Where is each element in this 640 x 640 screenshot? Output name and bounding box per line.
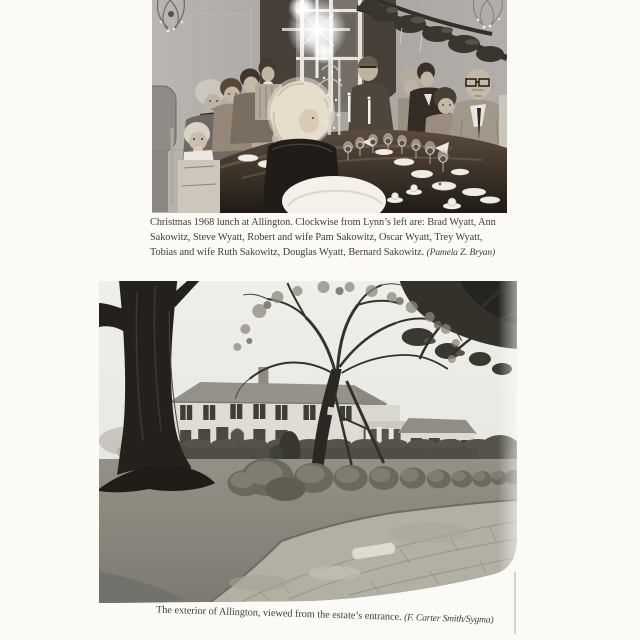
caption-line: Sakowitz, Steve Wyatt, Robert and wife Pam Sakowitz, Oscar Wyatt, Trey Wyatt, — [150, 232, 483, 244]
photo-allington-exterior — [99, 281, 517, 603]
caption-text: Tobias and wife Ruth Sakowitz, Douglas Wyatt, Bernard Sakowitz. — [150, 247, 427, 259]
photo-credit: (F. Carter Smith/Sygma) — [403, 611, 494, 626]
page-curl-highlight — [498, 281, 517, 603]
caption-line — [150, 245, 520, 260]
caption-christmas-lunch — [150, 215, 520, 261]
page-fold-line — [514, 572, 516, 634]
caption-line: Christmas 1968 lunch at Allington. Clockwise from Lynn’s left are: Brad Wyatt, Ann — [150, 217, 496, 228]
exterior-photo-illustration — [99, 281, 517, 603]
photo-christmas-lunch — [152, 0, 507, 213]
caption-text: The exterior of Allington, viewed from the estate’s entrance. — [155, 604, 405, 623]
caption-allington-exterior — [130, 602, 520, 629]
lunch-photo-illustration — [152, 0, 507, 213]
photo-credit: (Pamela Z. Bryan) — [426, 247, 495, 259]
